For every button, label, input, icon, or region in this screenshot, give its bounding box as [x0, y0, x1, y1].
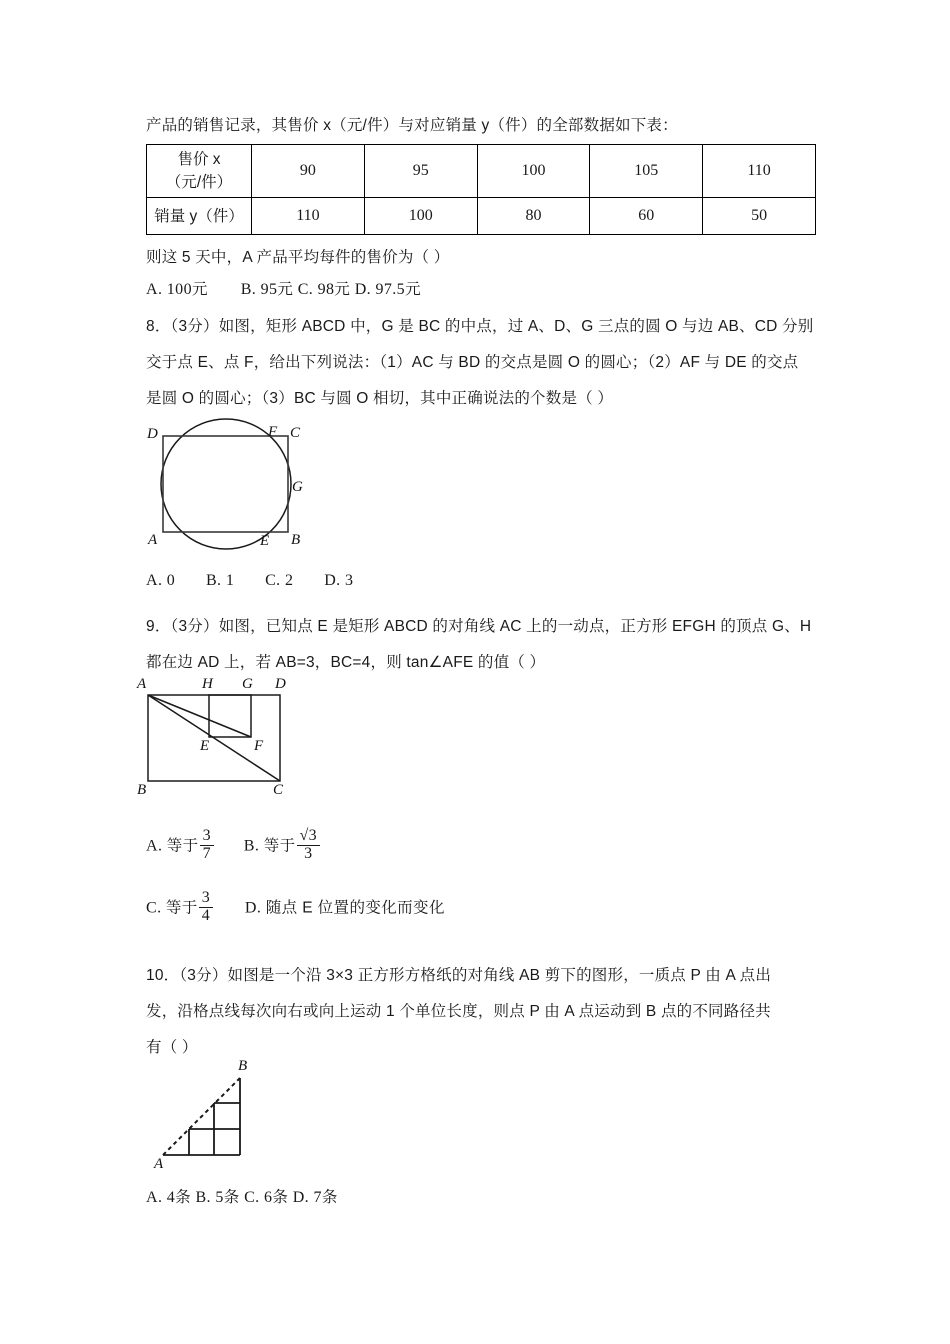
q7-option-c-unit: 元: [334, 281, 351, 298]
q7-option-b-key: B.: [240, 281, 257, 298]
table-row-sales: [147, 198, 816, 235]
question9-options-row1: [146, 828, 321, 863]
q7-option-d-value: 97.5: [375, 281, 406, 298]
q10-option-d-unit: 条: [321, 1189, 338, 1206]
q9-option-a-numerator: 3: [202, 827, 211, 844]
q9-label-b: B: [137, 782, 147, 798]
sales-cell-4: 50: [703, 198, 816, 235]
q9-option-c-numerator: 3: [201, 889, 211, 906]
question10-options: [146, 1185, 338, 1207]
q7-option-a-key: A.: [146, 281, 163, 298]
price-header-line1: 售价 x: [177, 151, 221, 168]
q10-option-a-key: A.: [146, 1189, 163, 1206]
q7-option-d-key: D.: [354, 281, 372, 298]
square-efgh: [209, 695, 251, 737]
question9-figure: [130, 675, 320, 810]
q9-label-a: A: [137, 676, 147, 692]
q9-option-a-key: A.: [146, 837, 163, 855]
q8-figure-svg: [130, 415, 340, 570]
q9-option-c-key: C.: [146, 899, 162, 917]
q8-label-e: E: [260, 533, 270, 549]
q8-label-g: G: [292, 479, 303, 495]
question10-line3: 有（ ）: [146, 1039, 198, 1056]
q7-option-c-key: C.: [297, 281, 314, 298]
q9-option-b-denominator: 3: [297, 845, 321, 863]
row-header-sales: 销量 y（件）: [147, 198, 252, 235]
q9-label-f: F: [254, 738, 264, 754]
q8-option-a-key: A.: [146, 572, 163, 589]
q9-option-c-fraction: [199, 890, 213, 925]
q9-option-a-denominator: 7: [200, 845, 214, 863]
question8-figure: [130, 415, 340, 570]
q9-label-g: G: [242, 676, 253, 692]
q8-text-1: 如图，矩形 ABCD 中，G 是 BC 的中点，过 A、D、G 三点的圆 O 与边 AB、CD 分别: [218, 318, 814, 335]
q10-option-c-unit: 条: [272, 1189, 289, 1206]
q8-option-b-key: B.: [205, 572, 222, 589]
q8-label-a: A: [148, 532, 158, 548]
sales-cell-2: 80: [477, 198, 590, 235]
q10-number: 10．: [146, 967, 180, 984]
question10-line1: [146, 958, 771, 994]
q9-option-a-fraction: [200, 828, 214, 863]
q9-figure-svg: [130, 675, 320, 810]
price-cell-1: 95: [364, 145, 477, 198]
q8-score: （3分）: [170, 318, 219, 335]
q7-option-c-value: 98: [317, 281, 335, 298]
question10-figure: [130, 1058, 330, 1188]
q8-option-c-key: C.: [265, 572, 281, 589]
price-cell-3: 105: [590, 145, 703, 198]
q10-option-c-value: 6: [263, 1189, 273, 1206]
q9-label-d: D: [275, 676, 286, 692]
q8-label-d: D: [147, 426, 158, 442]
lead-paragraph: 产品的销售记录，其售价 x（元/件）与对应销量 y（件）的全部数据如下表：: [146, 117, 678, 134]
q7-option-d-unit: 元: [405, 281, 421, 298]
q9-label-h: H: [202, 676, 213, 692]
question9-options-row2: [146, 890, 445, 925]
q9-text-1: 如图，已知点 E 是矩形 ABCD 的对角线 AC 上的一动点，正方形 EFGH 的顶点 G、H: [218, 618, 812, 635]
q10-option-a-value: 4: [166, 1189, 176, 1206]
question7-options: [146, 277, 421, 299]
q10-label-a: A: [154, 1156, 164, 1172]
rectangle-abcd: [163, 436, 288, 532]
q8-option-d-text: 3: [344, 572, 354, 589]
q10-option-b-unit: 条: [223, 1189, 240, 1206]
question9-line2: 都在边 AD 上，若 AB=3，BC=4，则 tan∠AFE 的值（ ）: [146, 654, 546, 671]
table-row-price: [147, 145, 816, 198]
q10-option-b-value: 5: [215, 1189, 224, 1206]
segment-af: [148, 695, 251, 737]
sales-cell-1: 100: [364, 198, 477, 235]
q9-score: （3分）: [170, 618, 219, 635]
sales-data-table: [146, 144, 816, 235]
q9-option-b-prefix: 等于: [263, 837, 296, 855]
q9-option-d-prefix: 随点 E 位置的变化而变化: [265, 899, 445, 917]
question10-line2: 发，沿格点线每次向右或向上运动 1 个单位长度，则点 P 由 A 点运动到 B 点的不同路径共: [146, 1003, 771, 1020]
q9-option-b-key: B.: [243, 837, 260, 855]
q9-option-a-prefix: 等于: [166, 837, 199, 855]
q10-label-b: B: [238, 1058, 248, 1074]
q7-option-b-value: 95: [260, 281, 278, 298]
question9-line1: [146, 609, 811, 645]
q8-option-b-text: 1: [225, 572, 235, 589]
q9-option-c-denominator: 4: [199, 907, 213, 925]
q10-option-c-key: C.: [244, 1189, 260, 1206]
q9-number: 9．: [146, 618, 171, 635]
q7-option-a-unit: 元: [191, 281, 208, 298]
question8-options: [146, 572, 353, 590]
question8-line3: 是圆 O 的圆心；（3）BC 与圆 O 相切，其中正确说法的个数是（ ）: [146, 390, 614, 407]
q8-label-f: F: [268, 424, 278, 440]
q9-option-b-numerator: √3: [299, 827, 318, 844]
q9-option-d-key: D.: [244, 899, 262, 917]
q8-label-c: C: [290, 425, 301, 441]
sales-cell-3: 60: [590, 198, 703, 235]
q8-label-b: B: [291, 532, 301, 548]
q10-option-d-value: 7: [313, 1189, 322, 1206]
diagonal-ab-dashed: [163, 1078, 240, 1155]
question7-stem: 则这 5 天中，A 产品平均每件的售价为（ ）: [146, 249, 450, 266]
q7-option-b-unit: 元: [277, 281, 294, 298]
q8-number: 8．: [146, 318, 171, 335]
row-header-price: [147, 145, 252, 198]
q10-score: （3分）: [179, 967, 228, 984]
q8-option-d-key: D.: [324, 572, 341, 589]
q9-option-c-prefix: 等于: [165, 899, 198, 917]
q10-option-b-key: B.: [195, 1189, 211, 1206]
q9-label-c: C: [273, 782, 284, 798]
q7-option-a-value: 100: [166, 281, 192, 298]
price-cell-0: 90: [252, 145, 365, 198]
q9-label-e: E: [200, 738, 210, 754]
sales-cell-0: 110: [252, 198, 365, 235]
question8-line1: [146, 309, 813, 345]
q10-option-a-unit: 条: [175, 1189, 192, 1206]
price-cell-2: 100: [477, 145, 590, 198]
question8-line2: 交于点 E、点 F，给出下列说法：（1）AC 与 BD 的交点是圆 O 的圆心；（2）AF 与 DE 的交点: [146, 354, 799, 371]
price-cell-4: 110: [703, 145, 816, 198]
price-header-line2: （元/件）: [165, 174, 233, 191]
q9-option-b-fraction: [297, 828, 321, 863]
q8-option-c-text: 2: [284, 572, 294, 589]
q8-option-a-text: 0: [166, 572, 176, 589]
q10-text-1: 如图是一个沿 3×3 正方形方格纸的对角线 AB 剪下的图形，一质点 P 由 A 点出: [227, 967, 772, 984]
q10-option-d-key: D.: [292, 1189, 310, 1206]
